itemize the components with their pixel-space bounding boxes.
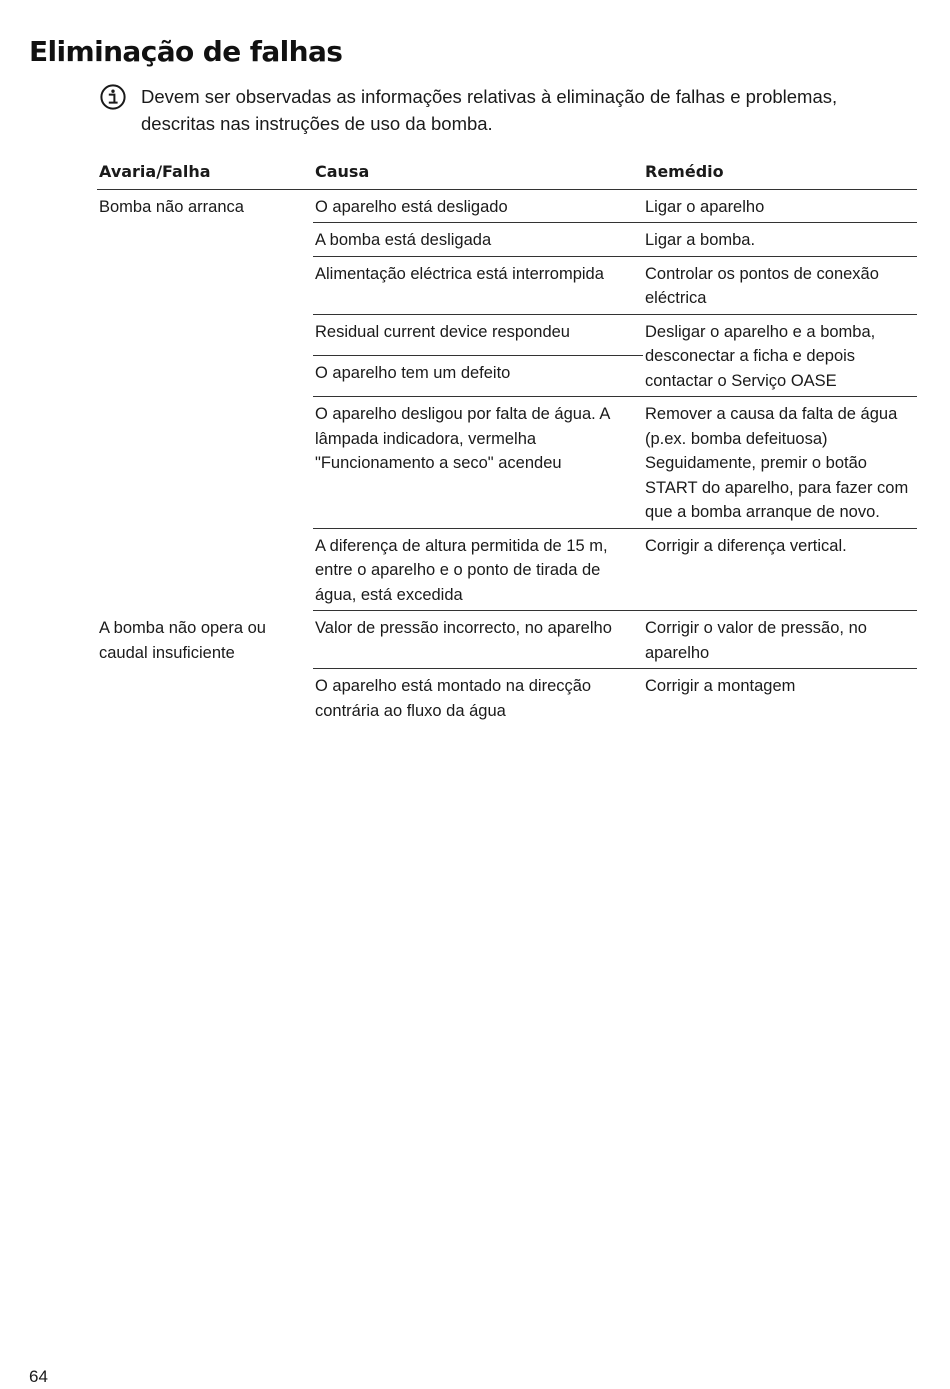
- remedy-cell: Corrigir o valor de pressão, no aparelho: [643, 611, 917, 669]
- remedy-cell: Ligar o aparelho: [643, 190, 917, 224]
- remedy-cell: Corrigir a montagem: [645, 677, 796, 695]
- cause-cell: A bomba está desligada: [313, 223, 643, 257]
- cause-cell: Residual current device respondeu: [313, 315, 643, 356]
- info-note-text: Devem ser observadas as informações relativas à eliminação de falhas e problemas, descritas nas instruções de uso da bomba.: [141, 86, 838, 134]
- table-row: [97, 611, 917, 669]
- remedy-cell: Controlar os pontos de conexão eléctrica: [643, 257, 917, 315]
- fault-cell: A bomba não opera ou caudal insuficiente: [99, 619, 266, 662]
- cause-cell: Valor de pressão incorrecto, no aparelho: [313, 611, 643, 669]
- header-remedy: Remédio: [643, 158, 917, 190]
- header-fault: Avaria/Falha: [97, 158, 313, 190]
- cause-cell: O aparelho está desligado: [313, 190, 643, 224]
- table-header-row: [97, 158, 917, 190]
- fault-cell: Bomba não arranca: [99, 197, 244, 216]
- fault-table: [97, 158, 917, 726]
- page-title: Eliminação de falhas: [29, 35, 343, 68]
- info-icon: [99, 83, 127, 111]
- remedy-cell: Remover a causa da falta de água (p.ex. bomba defeituosa) Seguidamente, premir o botão START do aparelho, para fazer com que a bomba arranque de novo.: [643, 397, 917, 529]
- remedy-cell: Corrigir a diferença vertical.: [643, 529, 917, 612]
- page-number: 64: [29, 1367, 48, 1386]
- cause-cell: A diferença de altura permitida de 15 m, entre o aparelho e o ponto de tirada de água, está excedida: [313, 529, 643, 612]
- remedy-cell: Desligar o aparelho e a bomba, desconectar a ficha e depois contactar o Serviço OASE: [643, 315, 917, 398]
- remedy-cell: Ligar a bomba.: [643, 223, 917, 257]
- cause-cell: O aparelho desligou por falta de água. A lâmpada indicadora, vermelha "Funcionamento a seco" acendeu: [313, 397, 643, 529]
- cause-cell: O aparelho tem um defeito: [313, 356, 643, 397]
- header-cause: Causa: [313, 158, 643, 190]
- table-row: [97, 190, 917, 224]
- cause-cell: O aparelho está montado na direcção contrária ao fluxo da água: [315, 677, 592, 720]
- cause-cell: Alimentação eléctrica está interrompida: [313, 257, 643, 315]
